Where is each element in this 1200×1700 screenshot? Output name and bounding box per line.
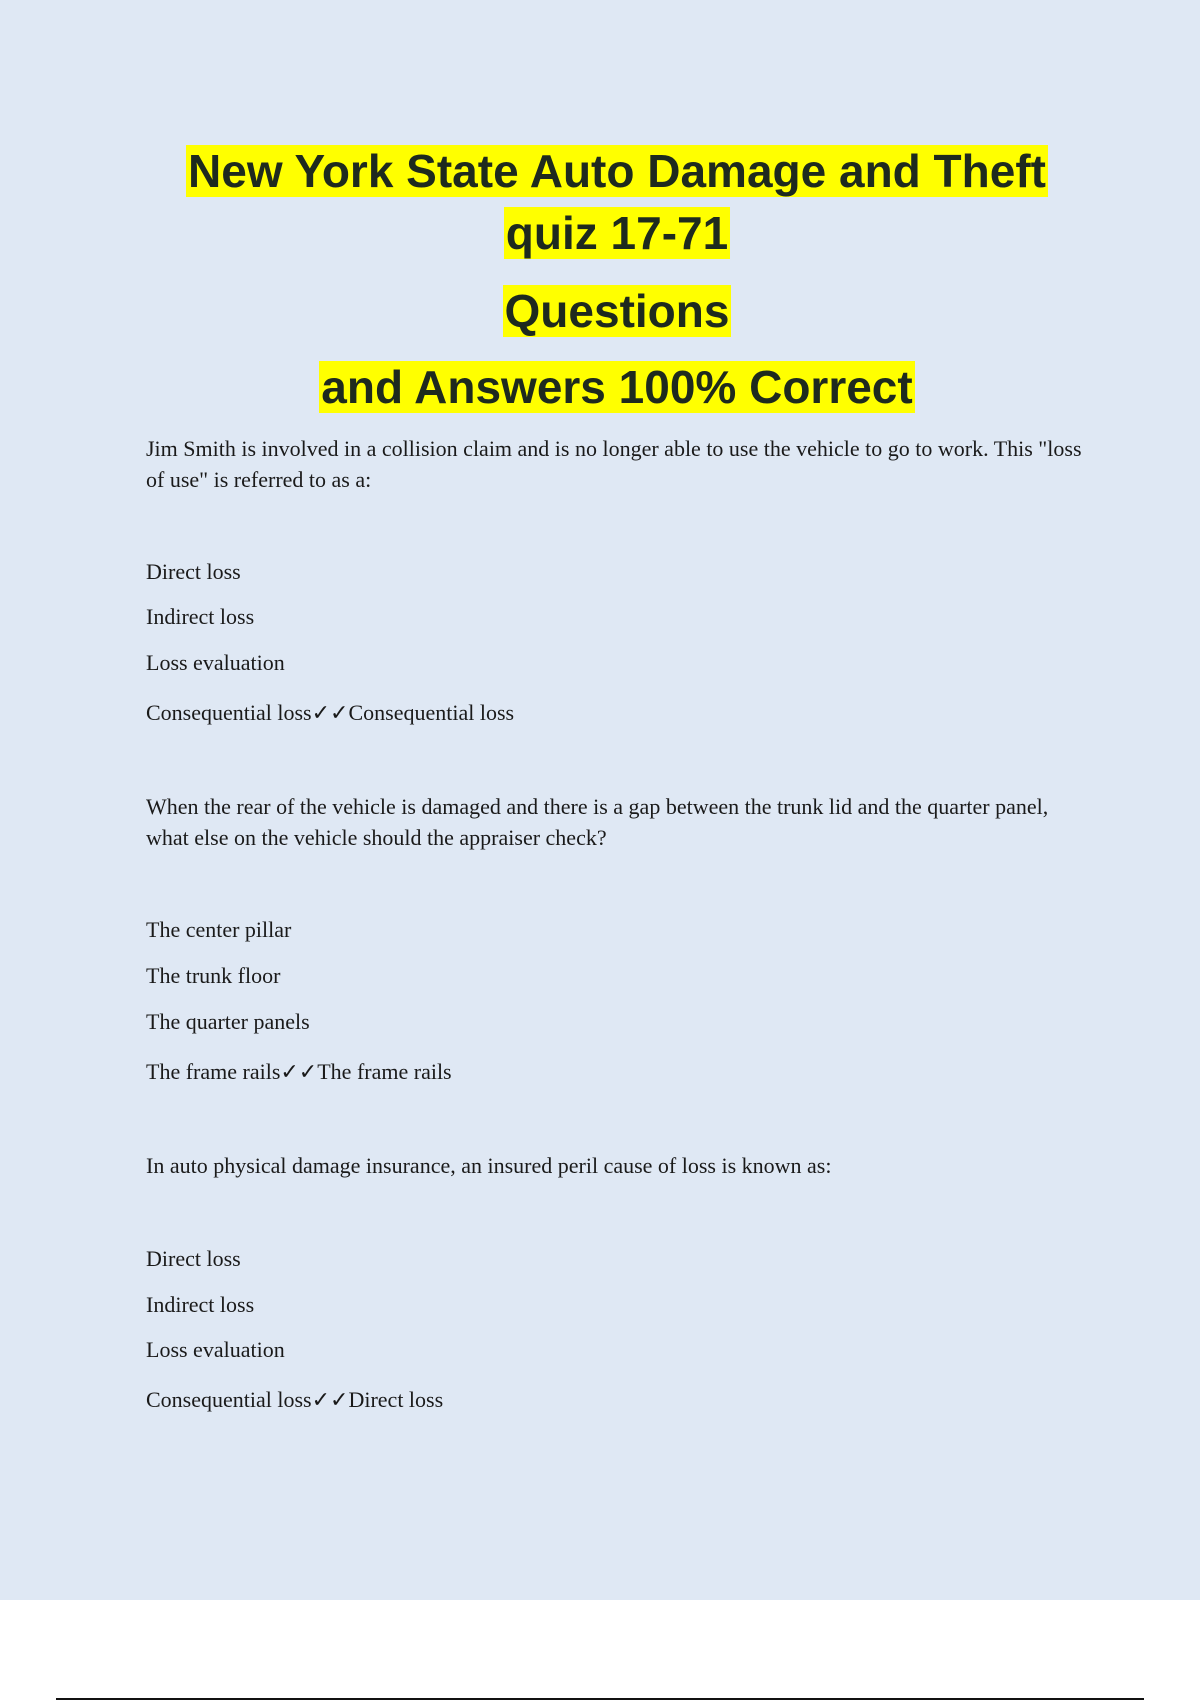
title-line-2: quiz 17-71 xyxy=(505,207,729,259)
question-1-answer: Consequential loss✓✓Consequential loss xyxy=(146,700,515,725)
question-2-answer: The frame rails✓✓The frame rails xyxy=(146,1059,452,1084)
question-1-prompt: Jim Smith is involved in a collision claim and is no longer able to use the vehicle to go to work. This "loss of use" is referred to as a: xyxy=(146,436,1082,492)
question-3-prompt: In auto physical damage insurance, an insured peril cause of loss is known as: xyxy=(146,1153,832,1178)
question-1-option-2: Indirect loss xyxy=(146,604,255,629)
question-1-option-3: Loss evaluation xyxy=(146,650,285,675)
title-line-4: and Answers 100% Correct xyxy=(321,361,913,413)
question-1-option-1: Direct loss xyxy=(146,559,241,584)
question-3-option-2: Indirect loss xyxy=(146,1292,255,1317)
question-3-option-3: Loss evaluation xyxy=(146,1337,285,1362)
question-2-option-3: The quarter panels xyxy=(146,1009,310,1034)
question-2-option-1: The center pillar xyxy=(146,917,292,942)
title-line-3: Questions xyxy=(504,285,730,337)
question-2-option-2: The trunk floor xyxy=(146,963,281,988)
question-3-answer: Consequential loss✓✓Direct loss xyxy=(146,1387,444,1412)
question-3-option-1: Direct loss xyxy=(146,1246,241,1271)
question-2-prompt: When the rear of the vehicle is damaged and there is a gap between the trunk lid and the quarter panel, what else on the vehicle should the appraiser check? xyxy=(146,794,1049,850)
title-line-1: New York State Auto Damage and Theft xyxy=(188,145,1046,197)
